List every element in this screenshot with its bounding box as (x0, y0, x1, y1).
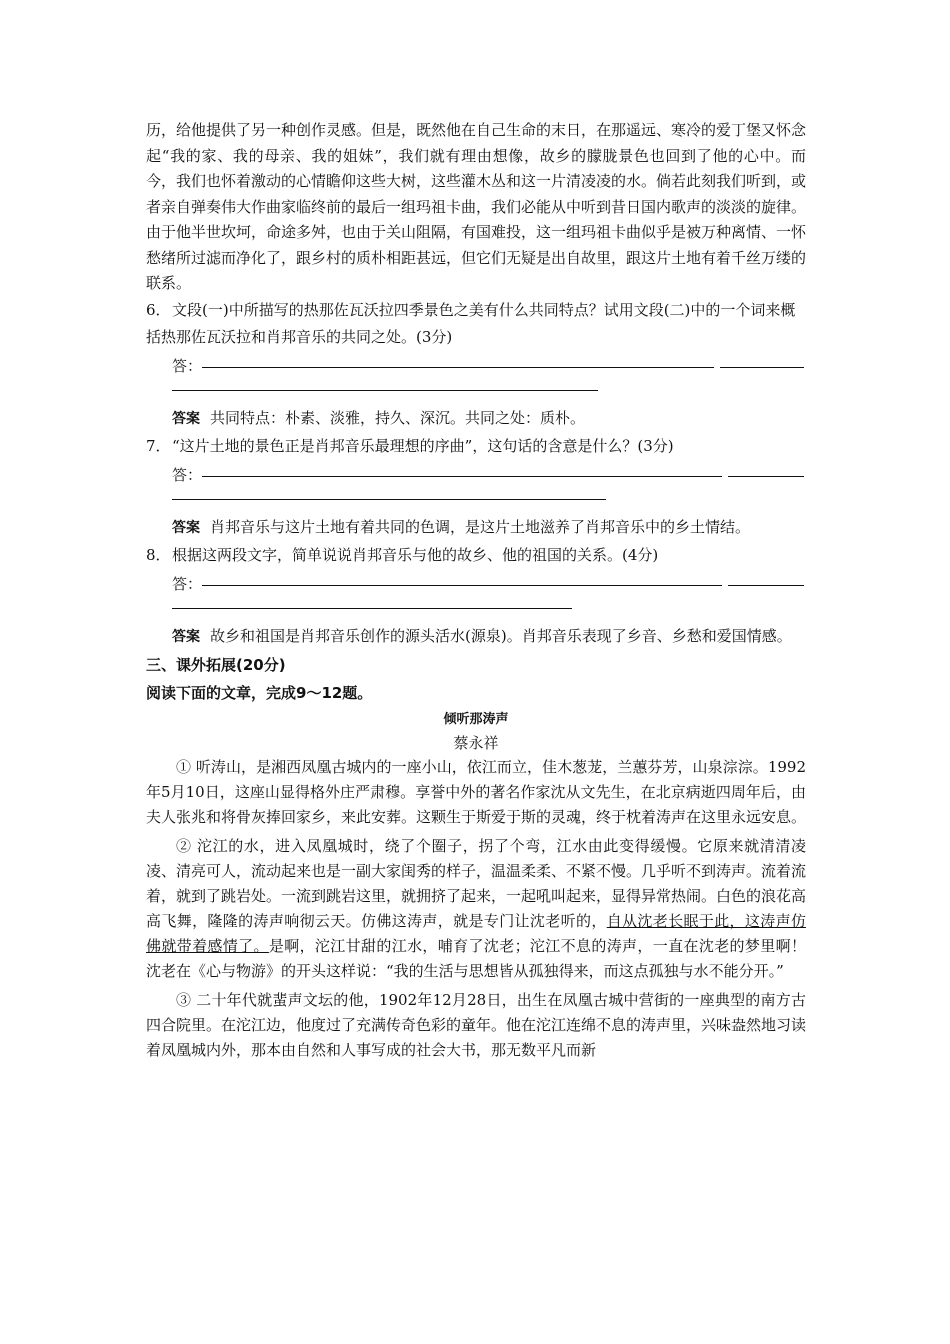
answer-prompt: 答： (172, 356, 203, 375)
section-heading: 三、课外拓展(20分) (146, 655, 286, 674)
question-7 (146, 433, 806, 542)
answer-block (146, 405, 806, 433)
article-paragraph-3: ③ 二十年代就蜚声文坛的他，1902年12月28日，出生在凤凰古城中营街的一座典型的南方古四合院里。在沱江边，他度过了充满传奇色彩的童年。他在沱江连绵不息的涛声里，兴味盎然地习读着凤凰城内外，那本由自然和人事写成的社会大书，那无数平凡而新 (146, 990, 807, 1059)
document-page (146, 118, 806, 1067)
answer-line[interactable] (146, 460, 806, 490)
answer-underline[interactable] (172, 389, 598, 391)
question-number: 8． (146, 545, 171, 564)
answer-underline[interactable] (172, 498, 606, 500)
question-number: 7． (146, 436, 171, 455)
answer-text: 共同特点：朴素、淡雅，持久、深沉。共同之处：质朴。 (210, 408, 586, 427)
answer-text: 肖邦音乐与这片土地有着共同的色调，是这片土地滋养了肖邦音乐中的乡土情结。 (210, 517, 751, 536)
answer-block (146, 514, 806, 542)
article-title: 倾听那涛声 (443, 711, 509, 727)
question-6 (146, 297, 806, 433)
article-paragraph-2: ② 沱江的水，进入凤凰城时，绕了个圈子，拐了个弯，江水由此变得缓慢。它原来就清清凌凌、清亮可人，流动起来也是一副大家闺秀的样子，温温柔柔、不紧不慢。几乎听不到涛声。流着流着，就到了跳岩处。一流到跳岩这里，就拥挤了起来，一起吼叫起来，显得异常热闹。白色的浪花高高飞舞，隆隆的涛声响彻云天。仿佛这涛声，就是专门让沈老听的，自从沈老长眠于此，这涛声仿佛就带着感情了。是啊，沱江甘甜的江水，哺育了沈老；沱江不息的涛声，一直在沈老的梦里啊！沈老在《心与物游》的开头这样说：“我的生活与思想皆从孤独得来，而这点孤独与水不能分开。” (146, 836, 807, 980)
answer-prompt: 答： (172, 574, 203, 593)
question-text: 根据这两段文字，简单说说肖邦音乐与他的故乡、他的祖国的关系。(4分) (172, 545, 659, 564)
answer-line[interactable] (146, 351, 806, 381)
answer-label: 答案 (172, 410, 200, 427)
question-text: 文段(一)中所描写的热那佐瓦沃拉四季景色之美有什么共同特点？试用文段(二)中的一个词来概括热那佐瓦沃拉和肖邦音乐的共同之处。(3分) (146, 300, 796, 346)
article-paragraph-1: ① 听涛山，是湘西凤凰古城内的一座小山，依江而立，佳木葱茏，兰蕙芬芳，山泉淙淙。1992年5月10日，这座山显得格外庄严肃穆。享誉中外的著名作家沈从文先生，在北京病逝四周年后，由夫人张兆和将骨灰捧回家乡，来此安葬。这颗生于斯爱于斯的灵魂，终于枕着涛声在这里永远安息。 (146, 757, 807, 826)
answer-line[interactable] (146, 569, 806, 599)
question-text: “这片土地的景色正是肖邦音乐最理想的序曲”，这句话的含意是什么？(3分) (172, 436, 674, 455)
question-number: 6． (146, 300, 171, 319)
answer-prompt: 答： (172, 465, 203, 484)
answer-text: 故乡和祖国是肖邦音乐创作的源头活水(源泉)。肖邦音乐表现了乡音、乡愁和爱国情感。 (210, 626, 792, 645)
section-instruction: 阅读下面的文章，完成9～12题。 (146, 683, 373, 702)
answer-label: 答案 (172, 628, 200, 645)
question-8 (146, 542, 806, 651)
intro-paragraph: 历，给他提供了另一种创作灵感。但是，既然他在自己生命的末日，在那遥远、寒冷的爱丁堡又怀念起“我的家、我的母亲、我的姐妹”，我们就有理由想像，故乡的朦胧景色也回到了他的心中。而今，我们也怀着激动的心情瞻仰这些大树，这些灌木丛和这一片清凌凌的水。倘若此刻我们听到，或者亲自弹奏伟大作曲家临终前的最后一组玛祖卡曲，我们必能从中听到昔日国内歌声的淡淡的旋律。由于他半世坎坷，命途多舛，也由于关山阻隔，有国难投，这一组玛祖卡曲似乎是被万种离情、一怀愁绪所过滤而净化了，跟乡村的质朴相距甚远，但它们无疑是出自故里，跟这片土地有着千丝万缕的联系。 (146, 121, 807, 292)
answer-underline[interactable] (172, 607, 572, 609)
underlined-sentence: 自从沈老长眠于此，这涛声仿佛就带着感情了。 (146, 911, 806, 955)
article-author: 蔡永祥 (453, 733, 499, 752)
answer-block (146, 623, 806, 651)
answer-label: 答案 (172, 519, 200, 536)
